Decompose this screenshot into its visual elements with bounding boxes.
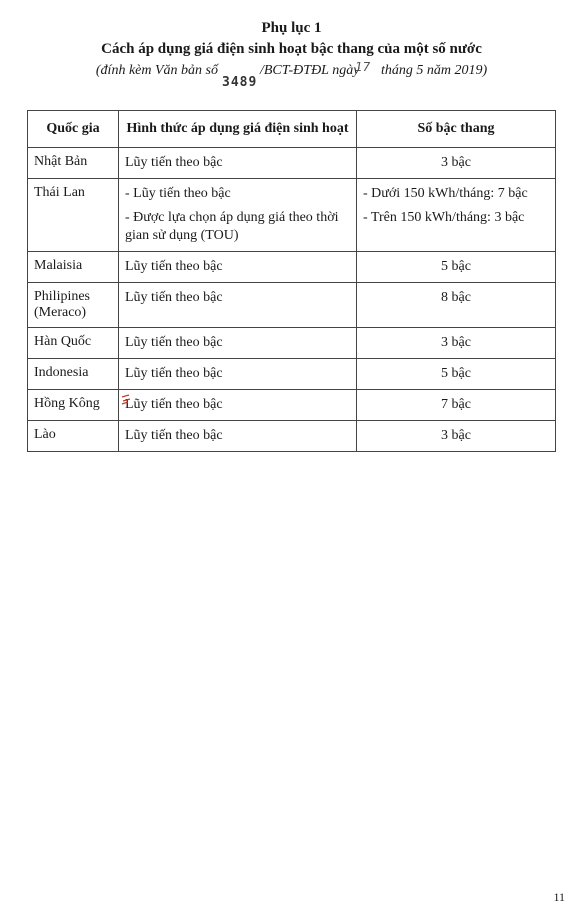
table-row xyxy=(28,359,556,390)
steps-cell xyxy=(357,421,556,452)
table-body xyxy=(28,148,556,452)
form-line: Lũy tiến theo bậc xyxy=(125,366,223,381)
country-cell: Thái Lan xyxy=(28,179,119,252)
country-cell: Hồng Kông xyxy=(28,390,119,421)
steps-line: 3 bậc xyxy=(441,155,471,170)
header-country: Quốc gia xyxy=(28,111,119,148)
document-subtitle xyxy=(0,61,583,80)
steps-cell xyxy=(357,252,556,283)
form-line: - Lũy tiến theo bậc xyxy=(125,186,231,201)
table-row xyxy=(28,421,556,452)
form-cell xyxy=(119,359,357,390)
form-line: Lũy tiến theo bậc xyxy=(125,428,223,443)
document-header xyxy=(0,18,583,80)
steps-cell xyxy=(357,179,556,252)
steps-line: 3 bậc xyxy=(441,428,471,443)
country-cell: Nhật Bản xyxy=(28,148,119,179)
form-line: Lũy tiến theo bậc xyxy=(125,397,223,412)
header-form: Hình thức áp dụng giá điện sinh hoạt xyxy=(119,111,357,148)
table-row xyxy=(28,179,556,252)
country-cell: Philipines (Meraco) xyxy=(28,283,119,328)
country-cell: Lào xyxy=(28,421,119,452)
steps-line: 3 bậc xyxy=(441,335,471,350)
form-cell xyxy=(119,252,357,283)
form-cell xyxy=(119,148,357,179)
page-number: 11 xyxy=(553,890,565,904)
form-cell xyxy=(119,390,357,421)
header-steps: Số bậc thang xyxy=(357,111,556,148)
pricing-table xyxy=(27,110,556,452)
red-pen-mark-icon xyxy=(120,393,134,407)
subtitle-end: tháng 5 năm 2019) xyxy=(377,63,488,78)
table-row xyxy=(28,283,556,328)
steps-cell xyxy=(357,359,556,390)
steps-cell xyxy=(357,283,556,328)
form-cell xyxy=(119,283,357,328)
steps-line: 8 bậc xyxy=(441,290,471,305)
country-cell: Hàn Quốc xyxy=(28,328,119,359)
table-row xyxy=(28,252,556,283)
country-cell: Indonesia xyxy=(28,359,119,390)
subtitle-suffix: /BCT-ĐTĐL ngày xyxy=(259,63,360,78)
appendix-title: Phụ lục 1 xyxy=(261,20,322,36)
document-number-stamp: 3489 xyxy=(222,75,258,90)
form-line: Lũy tiến theo bậc xyxy=(125,335,223,350)
subtitle-prefix: (đính kèm Văn bản số xyxy=(95,63,218,78)
document-title: Cách áp dụng giá điện sinh hoạt bậc thang của một số nước xyxy=(101,41,482,57)
table-row xyxy=(28,328,556,359)
steps-line: - Dưới 150 kWh/tháng: 7 bậc xyxy=(363,186,528,201)
steps-line: 7 bậc xyxy=(441,397,471,412)
steps-cell xyxy=(357,328,556,359)
table-row xyxy=(28,148,556,179)
steps-line: 5 bậc xyxy=(441,366,471,381)
steps-line: - Trên 150 kWh/tháng: 3 bậc xyxy=(363,210,525,225)
table-header-row xyxy=(28,111,556,148)
form-cell xyxy=(119,179,357,252)
form-line: Lũy tiến theo bậc xyxy=(125,155,223,170)
country-cell: Malaisia xyxy=(28,252,119,283)
steps-line: 5 bậc xyxy=(441,259,471,274)
steps-cell xyxy=(357,390,556,421)
form-cell xyxy=(119,421,357,452)
form-line: - Được lựa chọn áp dụng giá theo thời gian sử dụng (TOU) xyxy=(125,210,339,243)
handwritten-day: 17 xyxy=(355,60,371,74)
form-line: Lũy tiến theo bậc xyxy=(125,290,223,305)
steps-cell xyxy=(357,148,556,179)
table-row xyxy=(28,390,556,421)
form-line: Lũy tiến theo bậc xyxy=(125,259,223,274)
form-cell xyxy=(119,328,357,359)
